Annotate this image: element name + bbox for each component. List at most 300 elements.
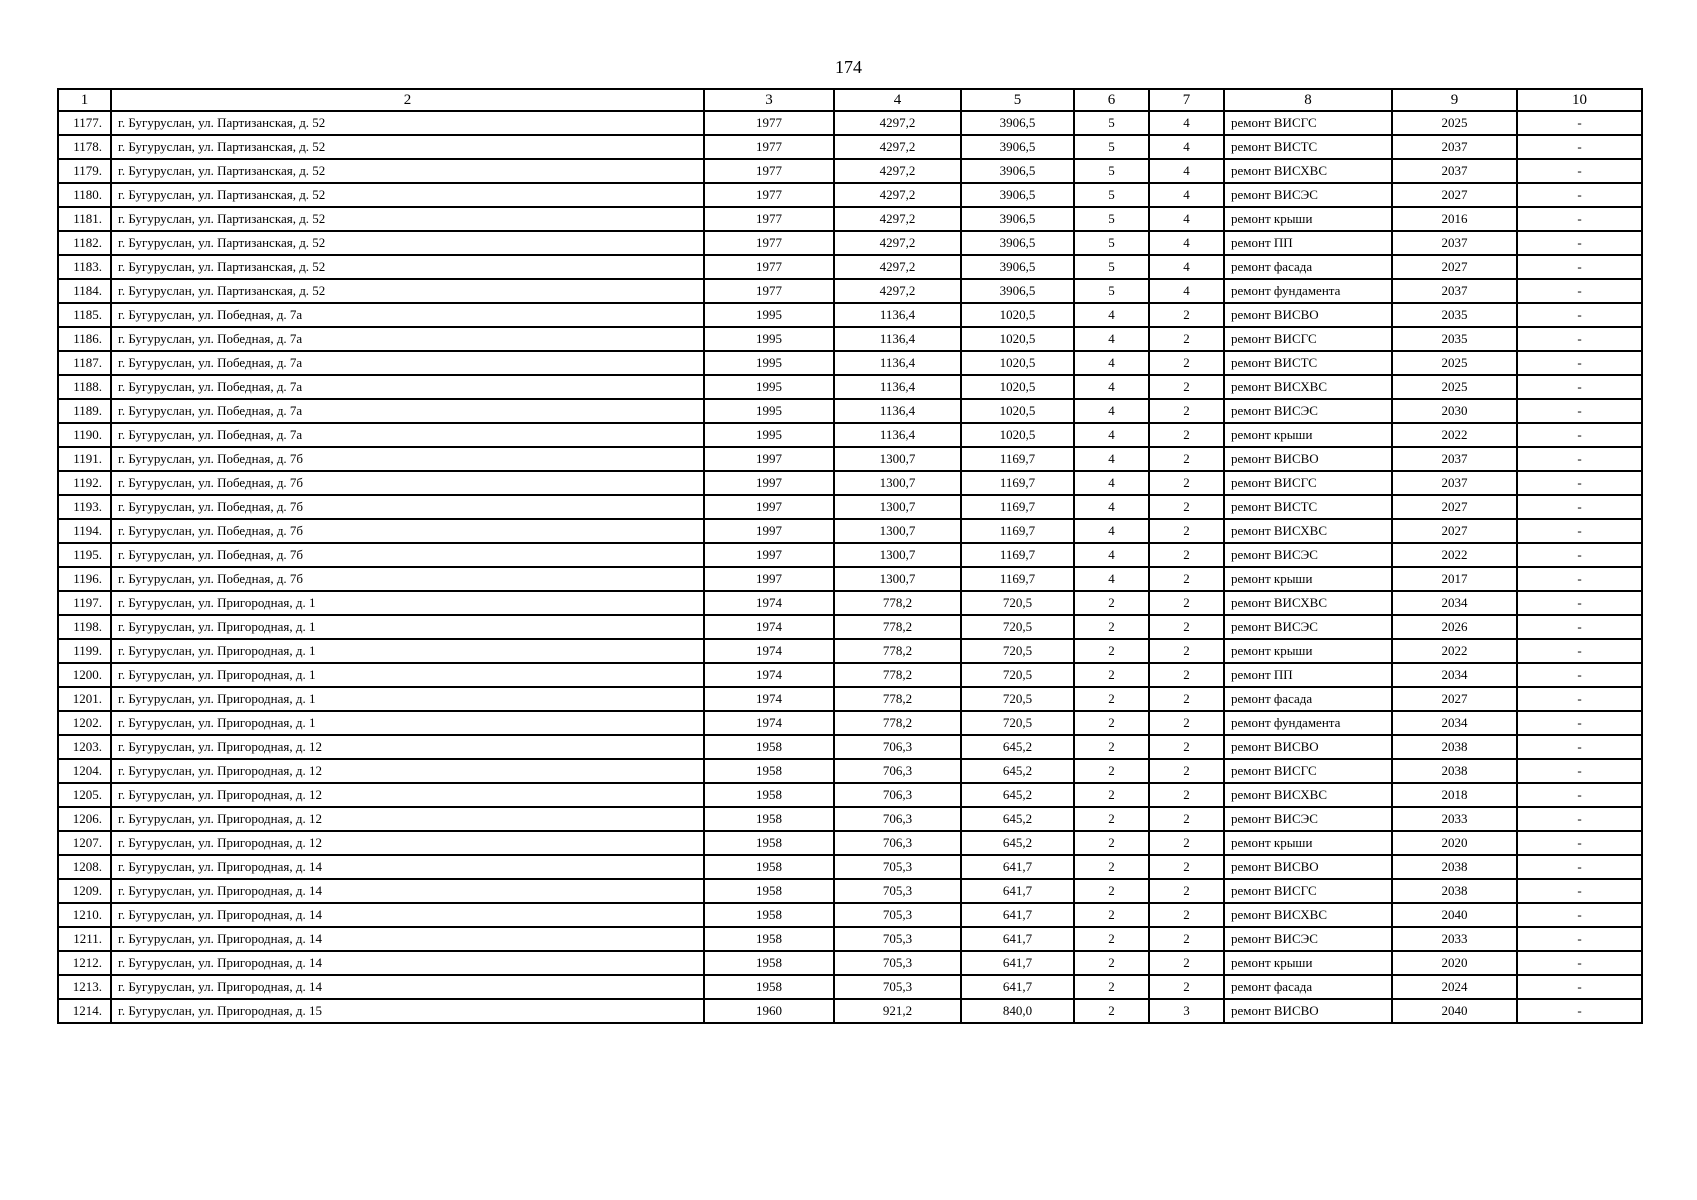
planned-year-cell: 2034 xyxy=(1392,591,1517,615)
year-built-cell: 1958 xyxy=(704,855,834,879)
floors-cell: 2 xyxy=(1074,927,1149,951)
address-cell: г. Бугуруслан, ул. Пригородная, д. 1 xyxy=(111,711,704,735)
living-area-cell: 1020,5 xyxy=(961,303,1074,327)
table-row xyxy=(58,951,1642,975)
planned-year-cell: 2020 xyxy=(1392,951,1517,975)
note-cell: - xyxy=(1517,687,1642,711)
living-area-cell: 645,2 xyxy=(961,759,1074,783)
living-area-cell: 641,7 xyxy=(961,951,1074,975)
column-header: 3 xyxy=(704,89,834,111)
note-cell: - xyxy=(1517,111,1642,135)
floors-cell: 4 xyxy=(1074,375,1149,399)
floors-cell: 5 xyxy=(1074,207,1149,231)
entrances-cell: 2 xyxy=(1149,543,1224,567)
row-number-cell: 1204. xyxy=(58,759,111,783)
living-area-cell: 3906,5 xyxy=(961,135,1074,159)
planned-year-cell: 2038 xyxy=(1392,879,1517,903)
planned-year-cell: 2037 xyxy=(1392,279,1517,303)
work-type-cell: ремонт ВИСХВС xyxy=(1224,159,1392,183)
planned-year-cell: 2024 xyxy=(1392,975,1517,999)
address-cell: г. Бугуруслан, ул. Победная, д. 7б xyxy=(111,495,704,519)
address-cell: г. Бугуруслан, ул. Пригородная, д. 14 xyxy=(111,903,704,927)
total-area-cell: 706,3 xyxy=(834,807,961,831)
table-row xyxy=(58,735,1642,759)
total-area-cell: 4297,2 xyxy=(834,111,961,135)
total-area-cell: 706,3 xyxy=(834,831,961,855)
total-area-cell: 4297,2 xyxy=(834,135,961,159)
floors-cell: 2 xyxy=(1074,831,1149,855)
total-area-cell: 778,2 xyxy=(834,615,961,639)
address-cell: г. Бугуруслан, ул. Пригородная, д. 14 xyxy=(111,927,704,951)
table-row xyxy=(58,423,1642,447)
entrances-cell: 2 xyxy=(1149,903,1224,927)
row-number-cell: 1202. xyxy=(58,711,111,735)
note-cell: - xyxy=(1517,159,1642,183)
year-built-cell: 1977 xyxy=(704,159,834,183)
year-built-cell: 1974 xyxy=(704,639,834,663)
address-cell: г. Бугуруслан, ул. Партизанская, д. 52 xyxy=(111,135,704,159)
planned-year-cell: 2038 xyxy=(1392,855,1517,879)
living-area-cell: 3906,5 xyxy=(961,159,1074,183)
table-header-row xyxy=(58,89,1642,111)
address-cell: г. Бугуруслан, ул. Пригородная, д. 12 xyxy=(111,783,704,807)
row-number-cell: 1183. xyxy=(58,255,111,279)
table-row xyxy=(58,663,1642,687)
total-area-cell: 1136,4 xyxy=(834,303,961,327)
work-type-cell: ремонт ВИСХВС xyxy=(1224,591,1392,615)
living-area-cell: 3906,5 xyxy=(961,231,1074,255)
work-type-cell: ремонт ВИСЭС xyxy=(1224,183,1392,207)
work-type-cell: ремонт ВИСГС xyxy=(1224,327,1392,351)
row-number-cell: 1196. xyxy=(58,567,111,591)
note-cell: - xyxy=(1517,927,1642,951)
year-built-cell: 1974 xyxy=(704,711,834,735)
planned-year-cell: 2022 xyxy=(1392,543,1517,567)
note-cell: - xyxy=(1517,543,1642,567)
planned-year-cell: 2037 xyxy=(1392,231,1517,255)
living-area-cell: 1169,7 xyxy=(961,495,1074,519)
planned-year-cell: 2038 xyxy=(1392,735,1517,759)
row-number-cell: 1181. xyxy=(58,207,111,231)
table-row xyxy=(58,303,1642,327)
total-area-cell: 1136,4 xyxy=(834,351,961,375)
table-row xyxy=(58,327,1642,351)
address-cell: г. Бугуруслан, ул. Пригородная, д. 1 xyxy=(111,687,704,711)
column-header: 1 xyxy=(58,89,111,111)
total-area-cell: 778,2 xyxy=(834,711,961,735)
living-area-cell: 3906,5 xyxy=(961,279,1074,303)
address-cell: г. Бугуруслан, ул. Победная, д. 7а xyxy=(111,351,704,375)
living-area-cell: 641,7 xyxy=(961,879,1074,903)
row-number-cell: 1198. xyxy=(58,615,111,639)
living-area-cell: 720,5 xyxy=(961,591,1074,615)
note-cell: - xyxy=(1517,735,1642,759)
table-row xyxy=(58,975,1642,999)
floors-cell: 2 xyxy=(1074,687,1149,711)
living-area-cell: 1020,5 xyxy=(961,327,1074,351)
table-row xyxy=(58,375,1642,399)
entrances-cell: 2 xyxy=(1149,975,1224,999)
living-area-cell: 645,2 xyxy=(961,735,1074,759)
address-cell: г. Бугуруслан, ул. Пригородная, д. 12 xyxy=(111,807,704,831)
row-number-cell: 1210. xyxy=(58,903,111,927)
row-number-cell: 1193. xyxy=(58,495,111,519)
page-number: 174 xyxy=(835,57,862,77)
address-cell: г. Бугуруслан, ул. Победная, д. 7а xyxy=(111,327,704,351)
total-area-cell: 705,3 xyxy=(834,951,961,975)
work-type-cell: ремонт фасада xyxy=(1224,975,1392,999)
year-built-cell: 1958 xyxy=(704,879,834,903)
table-row xyxy=(58,687,1642,711)
planned-year-cell: 2033 xyxy=(1392,927,1517,951)
year-built-cell: 1977 xyxy=(704,231,834,255)
table-row xyxy=(58,207,1642,231)
living-area-cell: 3906,5 xyxy=(961,111,1074,135)
entrances-cell: 4 xyxy=(1149,135,1224,159)
row-number-cell: 1212. xyxy=(58,951,111,975)
entrances-cell: 2 xyxy=(1149,831,1224,855)
capital-repair-table xyxy=(57,88,1643,1024)
entrances-cell: 3 xyxy=(1149,999,1224,1023)
year-built-cell: 1958 xyxy=(704,831,834,855)
table-row xyxy=(58,903,1642,927)
total-area-cell: 1300,7 xyxy=(834,471,961,495)
year-built-cell: 1977 xyxy=(704,207,834,231)
table-body xyxy=(58,111,1642,1023)
note-cell: - xyxy=(1517,231,1642,255)
planned-year-cell: 2025 xyxy=(1392,351,1517,375)
year-built-cell: 1958 xyxy=(704,807,834,831)
table-row xyxy=(58,831,1642,855)
note-cell: - xyxy=(1517,879,1642,903)
address-cell: г. Бугуруслан, ул. Пригородная, д. 12 xyxy=(111,735,704,759)
total-area-cell: 705,3 xyxy=(834,879,961,903)
work-type-cell: ремонт ВИСТС xyxy=(1224,351,1392,375)
year-built-cell: 1997 xyxy=(704,495,834,519)
table-row xyxy=(58,879,1642,903)
entrances-cell: 2 xyxy=(1149,567,1224,591)
work-type-cell: ремонт ВИСХВС xyxy=(1224,519,1392,543)
entrances-cell: 2 xyxy=(1149,855,1224,879)
work-type-cell: ремонт ВИСГС xyxy=(1224,111,1392,135)
total-area-cell: 1136,4 xyxy=(834,375,961,399)
floors-cell: 5 xyxy=(1074,231,1149,255)
note-cell: - xyxy=(1517,855,1642,879)
entrances-cell: 4 xyxy=(1149,159,1224,183)
floors-cell: 2 xyxy=(1074,855,1149,879)
address-cell: г. Бугуруслан, ул. Пригородная, д. 12 xyxy=(111,831,704,855)
note-cell: - xyxy=(1517,303,1642,327)
note-cell: - xyxy=(1517,711,1642,735)
total-area-cell: 4297,2 xyxy=(834,255,961,279)
planned-year-cell: 2016 xyxy=(1392,207,1517,231)
table-row xyxy=(58,543,1642,567)
entrances-cell: 2 xyxy=(1149,591,1224,615)
planned-year-cell: 2037 xyxy=(1392,447,1517,471)
row-number-cell: 1211. xyxy=(58,927,111,951)
living-area-cell: 1169,7 xyxy=(961,447,1074,471)
total-area-cell: 1136,4 xyxy=(834,399,961,423)
address-cell: г. Бугуруслан, ул. Пригородная, д. 14 xyxy=(111,951,704,975)
floors-cell: 2 xyxy=(1074,735,1149,759)
table-row xyxy=(58,759,1642,783)
floors-cell: 2 xyxy=(1074,711,1149,735)
planned-year-cell: 2020 xyxy=(1392,831,1517,855)
planned-year-cell: 2035 xyxy=(1392,327,1517,351)
planned-year-cell: 2040 xyxy=(1392,999,1517,1023)
row-number-cell: 1180. xyxy=(58,183,111,207)
row-number-cell: 1205. xyxy=(58,783,111,807)
floors-cell: 4 xyxy=(1074,399,1149,423)
note-cell: - xyxy=(1517,399,1642,423)
floors-cell: 4 xyxy=(1074,471,1149,495)
floors-cell: 4 xyxy=(1074,423,1149,447)
planned-year-cell: 2034 xyxy=(1392,711,1517,735)
floors-cell: 5 xyxy=(1074,255,1149,279)
year-built-cell: 1974 xyxy=(704,663,834,687)
table-row xyxy=(58,519,1642,543)
planned-year-cell: 2027 xyxy=(1392,495,1517,519)
floors-cell: 4 xyxy=(1074,495,1149,519)
note-cell: - xyxy=(1517,903,1642,927)
year-built-cell: 1997 xyxy=(704,567,834,591)
table-row xyxy=(58,999,1642,1023)
total-area-cell: 778,2 xyxy=(834,663,961,687)
planned-year-cell: 2027 xyxy=(1392,687,1517,711)
total-area-cell: 706,3 xyxy=(834,735,961,759)
column-header: 10 xyxy=(1517,89,1642,111)
entrances-cell: 2 xyxy=(1149,447,1224,471)
year-built-cell: 1977 xyxy=(704,279,834,303)
total-area-cell: 1300,7 xyxy=(834,543,961,567)
work-type-cell: ремонт крыши xyxy=(1224,831,1392,855)
note-cell: - xyxy=(1517,183,1642,207)
work-type-cell: ремонт ВИСВО xyxy=(1224,303,1392,327)
living-area-cell: 720,5 xyxy=(961,711,1074,735)
entrances-cell: 2 xyxy=(1149,951,1224,975)
work-type-cell: ремонт ВИСЭС xyxy=(1224,543,1392,567)
row-number-cell: 1190. xyxy=(58,423,111,447)
address-cell: г. Бугуруслан, ул. Партизанская, д. 52 xyxy=(111,231,704,255)
note-cell: - xyxy=(1517,615,1642,639)
work-type-cell: ремонт ВИСЭС xyxy=(1224,807,1392,831)
entrances-cell: 2 xyxy=(1149,879,1224,903)
row-number-cell: 1207. xyxy=(58,831,111,855)
planned-year-cell: 2033 xyxy=(1392,807,1517,831)
floors-cell: 2 xyxy=(1074,903,1149,927)
row-number-cell: 1185. xyxy=(58,303,111,327)
work-type-cell: ремонт ВИСГС xyxy=(1224,759,1392,783)
entrances-cell: 2 xyxy=(1149,615,1224,639)
planned-year-cell: 2037 xyxy=(1392,471,1517,495)
row-number-cell: 1194. xyxy=(58,519,111,543)
note-cell: - xyxy=(1517,423,1642,447)
year-built-cell: 1995 xyxy=(704,303,834,327)
year-built-cell: 1974 xyxy=(704,591,834,615)
table-row xyxy=(58,255,1642,279)
year-built-cell: 1995 xyxy=(704,423,834,447)
planned-year-cell: 2027 xyxy=(1392,183,1517,207)
work-type-cell: ремонт фундамента xyxy=(1224,279,1392,303)
row-number-cell: 1187. xyxy=(58,351,111,375)
entrances-cell: 2 xyxy=(1149,711,1224,735)
planned-year-cell: 2027 xyxy=(1392,255,1517,279)
work-type-cell: ремонт крыши xyxy=(1224,567,1392,591)
floors-cell: 5 xyxy=(1074,279,1149,303)
living-area-cell: 720,5 xyxy=(961,639,1074,663)
total-area-cell: 705,3 xyxy=(834,855,961,879)
work-type-cell: ремонт ВИСВО xyxy=(1224,855,1392,879)
address-cell: г. Бугуруслан, ул. Партизанская, д. 52 xyxy=(111,255,704,279)
living-area-cell: 641,7 xyxy=(961,855,1074,879)
address-cell: г. Бугуруслан, ул. Победная, д. 7б xyxy=(111,471,704,495)
planned-year-cell: 2038 xyxy=(1392,759,1517,783)
work-type-cell: ремонт ПП xyxy=(1224,663,1392,687)
row-number-cell: 1208. xyxy=(58,855,111,879)
table-row xyxy=(58,111,1642,135)
address-cell: г. Бугуруслан, ул. Победная, д. 7б xyxy=(111,519,704,543)
note-cell: - xyxy=(1517,519,1642,543)
planned-year-cell: 2025 xyxy=(1392,111,1517,135)
column-header: 4 xyxy=(834,89,961,111)
living-area-cell: 641,7 xyxy=(961,975,1074,999)
note-cell: - xyxy=(1517,279,1642,303)
total-area-cell: 4297,2 xyxy=(834,207,961,231)
total-area-cell: 706,3 xyxy=(834,759,961,783)
total-area-cell: 4297,2 xyxy=(834,231,961,255)
note-cell: - xyxy=(1517,807,1642,831)
floors-cell: 4 xyxy=(1074,543,1149,567)
floors-cell: 2 xyxy=(1074,951,1149,975)
total-area-cell: 4297,2 xyxy=(834,279,961,303)
row-number-cell: 1192. xyxy=(58,471,111,495)
floors-cell: 2 xyxy=(1074,879,1149,903)
entrances-cell: 2 xyxy=(1149,735,1224,759)
planned-year-cell: 2018 xyxy=(1392,783,1517,807)
living-area-cell: 641,7 xyxy=(961,927,1074,951)
row-number-cell: 1209. xyxy=(58,879,111,903)
work-type-cell: ремонт ВИСХВС xyxy=(1224,783,1392,807)
row-number-cell: 1201. xyxy=(58,687,111,711)
column-header: 7 xyxy=(1149,89,1224,111)
year-built-cell: 1974 xyxy=(704,687,834,711)
note-cell: - xyxy=(1517,783,1642,807)
floors-cell: 4 xyxy=(1074,519,1149,543)
planned-year-cell: 2030 xyxy=(1392,399,1517,423)
row-number-cell: 1182. xyxy=(58,231,111,255)
entrances-cell: 2 xyxy=(1149,303,1224,327)
entrances-cell: 4 xyxy=(1149,207,1224,231)
address-cell: г. Бугуруслан, ул. Партизанская, д. 52 xyxy=(111,159,704,183)
floors-cell: 2 xyxy=(1074,999,1149,1023)
work-type-cell: ремонт ВИСГС xyxy=(1224,471,1392,495)
work-type-cell: ремонт ВИСВО xyxy=(1224,735,1392,759)
entrances-cell: 2 xyxy=(1149,423,1224,447)
column-header: 9 xyxy=(1392,89,1517,111)
living-area-cell: 3906,5 xyxy=(961,207,1074,231)
year-built-cell: 1997 xyxy=(704,519,834,543)
floors-cell: 4 xyxy=(1074,351,1149,375)
note-cell: - xyxy=(1517,495,1642,519)
entrances-cell: 2 xyxy=(1149,687,1224,711)
total-area-cell: 778,2 xyxy=(834,687,961,711)
total-area-cell: 705,3 xyxy=(834,975,961,999)
living-area-cell: 720,5 xyxy=(961,687,1074,711)
year-built-cell: 1997 xyxy=(704,447,834,471)
note-cell: - xyxy=(1517,663,1642,687)
living-area-cell: 720,5 xyxy=(961,663,1074,687)
year-built-cell: 1995 xyxy=(704,399,834,423)
planned-year-cell: 2034 xyxy=(1392,663,1517,687)
planned-year-cell: 2022 xyxy=(1392,423,1517,447)
note-cell: - xyxy=(1517,471,1642,495)
floors-cell: 5 xyxy=(1074,111,1149,135)
row-number-cell: 1191. xyxy=(58,447,111,471)
row-number-cell: 1199. xyxy=(58,639,111,663)
year-built-cell: 1977 xyxy=(704,111,834,135)
note-cell: - xyxy=(1517,447,1642,471)
year-built-cell: 1995 xyxy=(704,327,834,351)
year-built-cell: 1958 xyxy=(704,759,834,783)
year-built-cell: 1995 xyxy=(704,351,834,375)
entrances-cell: 4 xyxy=(1149,231,1224,255)
living-area-cell: 1020,5 xyxy=(961,351,1074,375)
floors-cell: 2 xyxy=(1074,639,1149,663)
address-cell: г. Бугуруслан, ул. Пригородная, д. 14 xyxy=(111,975,704,999)
living-area-cell: 1169,7 xyxy=(961,471,1074,495)
address-cell: г. Бугуруслан, ул. Победная, д. 7б xyxy=(111,567,704,591)
floors-cell: 2 xyxy=(1074,663,1149,687)
planned-year-cell: 2017 xyxy=(1392,567,1517,591)
entrances-cell: 2 xyxy=(1149,663,1224,687)
year-built-cell: 1958 xyxy=(704,903,834,927)
living-area-cell: 1169,7 xyxy=(961,543,1074,567)
total-area-cell: 705,3 xyxy=(834,903,961,927)
living-area-cell: 1020,5 xyxy=(961,423,1074,447)
planned-year-cell: 2035 xyxy=(1392,303,1517,327)
row-number-cell: 1214. xyxy=(58,999,111,1023)
row-number-cell: 1179. xyxy=(58,159,111,183)
living-area-cell: 645,2 xyxy=(961,807,1074,831)
year-built-cell: 1995 xyxy=(704,375,834,399)
table-row xyxy=(58,135,1642,159)
note-cell: - xyxy=(1517,831,1642,855)
note-cell: - xyxy=(1517,759,1642,783)
total-area-cell: 705,3 xyxy=(834,927,961,951)
living-area-cell: 645,2 xyxy=(961,831,1074,855)
year-built-cell: 1997 xyxy=(704,543,834,567)
work-type-cell: ремонт крыши xyxy=(1224,423,1392,447)
row-number-cell: 1206. xyxy=(58,807,111,831)
living-area-cell: 840,0 xyxy=(961,999,1074,1023)
year-built-cell: 1958 xyxy=(704,735,834,759)
column-header: 2 xyxy=(111,89,704,111)
year-built-cell: 1974 xyxy=(704,615,834,639)
row-number-cell: 1197. xyxy=(58,591,111,615)
year-built-cell: 1958 xyxy=(704,927,834,951)
row-number-cell: 1189. xyxy=(58,399,111,423)
total-area-cell: 4297,2 xyxy=(834,183,961,207)
table-row xyxy=(58,159,1642,183)
work-type-cell: ремонт ВИСЭС xyxy=(1224,399,1392,423)
total-area-cell: 778,2 xyxy=(834,639,961,663)
living-area-cell: 1020,5 xyxy=(961,399,1074,423)
address-cell: г. Бугуруслан, ул. Пригородная, д. 1 xyxy=(111,591,704,615)
floors-cell: 2 xyxy=(1074,615,1149,639)
note-cell: - xyxy=(1517,207,1642,231)
table-row xyxy=(58,807,1642,831)
row-number-cell: 1203. xyxy=(58,735,111,759)
